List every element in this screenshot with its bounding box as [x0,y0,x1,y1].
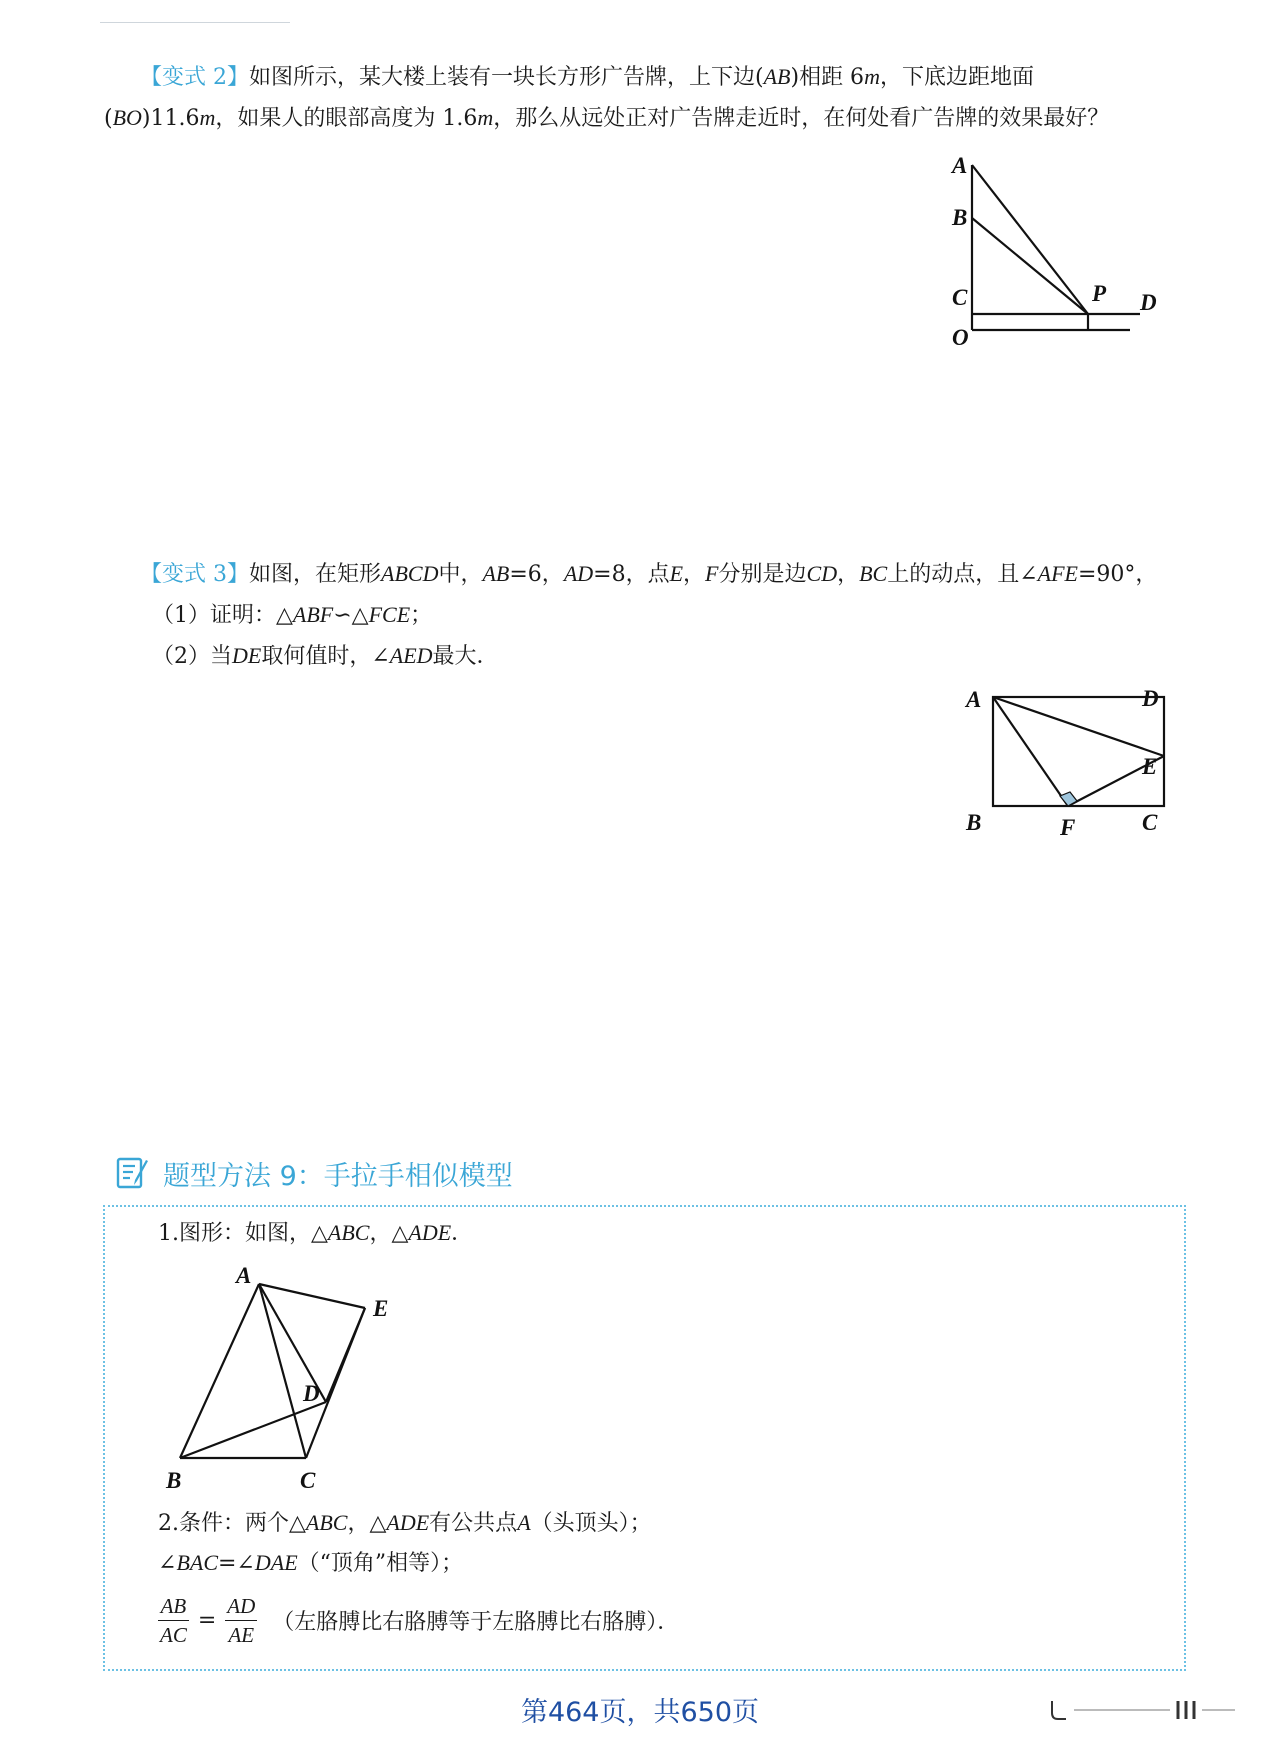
right-angle-mark [1060,792,1077,806]
section-title: 题型方法 9：手拉手相似模型 [163,1160,513,1192]
handshake-figure [160,1258,410,1498]
problem3-q1: （1）证明：△ABF∽△FCE； [152,602,433,628]
problem3-tag: 【变式 3】 [140,562,249,587]
problem3-figure [960,680,1180,860]
fraction-ab-ac: $\frac{AB}{AC}$ [160,1594,187,1647]
notebook-pen-icon [115,1155,151,1191]
label-D: D [1142,686,1159,711]
ratio-condition: $\frac{AB}{AC}$ = $\frac{AD}{AE}$ （左胳膊比右胳膊等于左胳膊比右胳膊）． [160,1594,680,1647]
fraction-ad-ae: $\frac{AD}{AE}$ [227,1594,256,1647]
label-A: A [952,153,968,178]
label-B: B [166,1468,182,1493]
problem2-tag: 【变式 2】 [140,65,249,90]
line-pa [972,165,1088,314]
item1-text: 1.图形：如图，△ABC，△ADE． [158,1220,474,1246]
label-F: F [1060,815,1076,840]
line-af [993,697,1068,806]
line-ae [993,697,1164,756]
label-D: D [303,1381,320,1406]
label-C: C [1142,810,1158,835]
label-E: E [1142,754,1158,779]
label-C: C [952,285,968,310]
label-O: O [952,325,969,350]
section-heading [115,1151,513,1195]
problem2-line2: (BO)11.6m，如果人的眼部高度为 1.6m，那么从远处正对广告牌走近时，在何处看广告牌的效果最好？ [104,105,1110,131]
label-E: E [373,1296,389,1321]
top-divider [100,22,290,23]
label-A: A [236,1263,252,1288]
problem2-figure [930,145,1157,370]
toolbar-controls [1050,1697,1250,1727]
label-P: P [1092,281,1107,306]
problem2-line1: 【变式 2】如图所示，某大楼上装有一块长方形广告牌，上下边(AB)相距 6m，下底边距地面 [140,64,1034,90]
problem3-q2: （2）当DE取何值时，∠AED最大． [152,643,499,669]
line-pb [972,218,1088,314]
page-counter: 第464页，共650页 [520,1697,760,1728]
undo-icon [1052,1701,1066,1719]
line-ac [259,1284,306,1458]
angle-condition: ∠BAC=∠DAE（“顶角”相等）； [158,1550,464,1576]
line-ae [259,1284,365,1308]
label-C: C [300,1468,316,1493]
label-B: B [966,810,982,835]
item2-text: 2.条件：两个△ABC，△ADE有公共点A（头顶头）； [158,1510,652,1536]
label-A: A [966,687,982,712]
problem3-stem: 【变式 3】如图，在矩形ABCD中，AB=6，AD=8，点E，F分别是边CD，BC上的动点，且∠AFE=90°， [140,561,1158,587]
rectangle-abcd [993,697,1164,806]
label-B: B [952,205,968,230]
label-D: D [1140,290,1157,315]
